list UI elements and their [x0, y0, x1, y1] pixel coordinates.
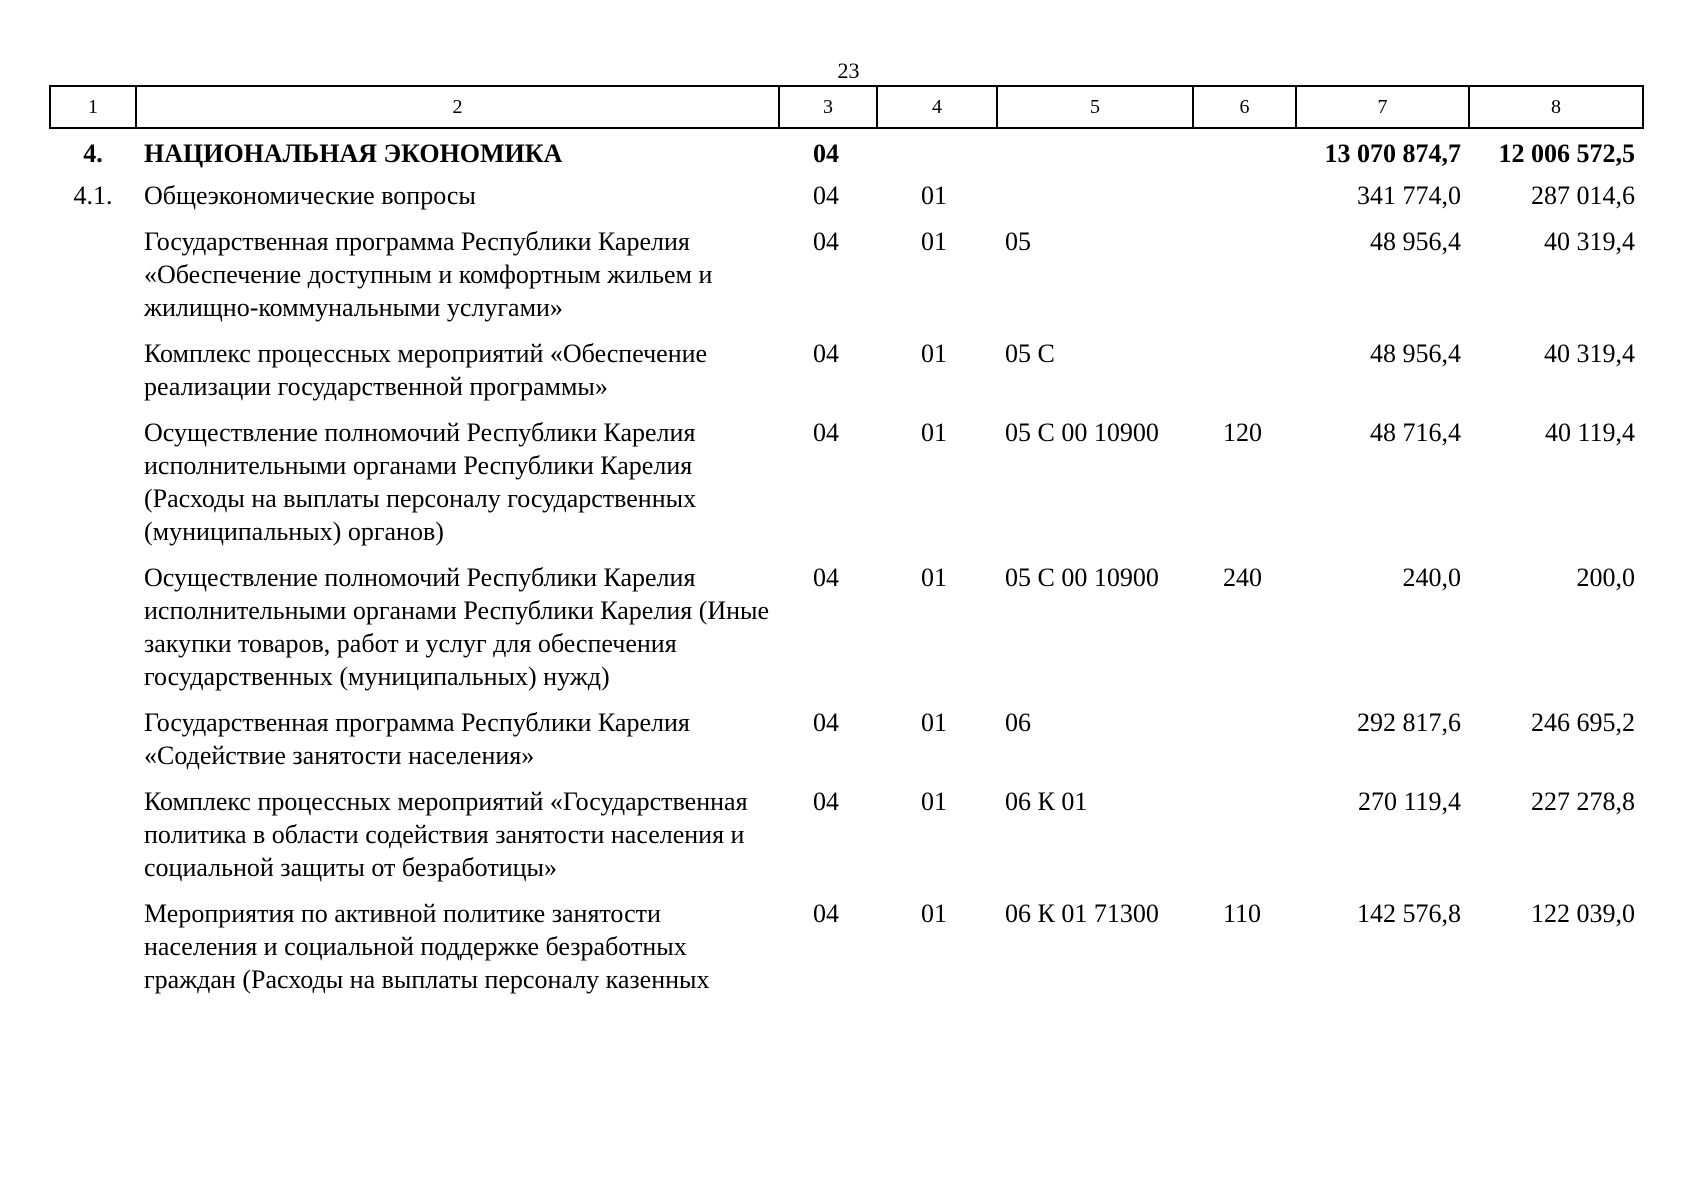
header-col-2: 2 [136, 86, 779, 128]
row-amount-col7: 341 774,0 [1357, 181, 1461, 210]
table-row [50, 416, 1643, 561]
row-target-article [997, 128, 1193, 178]
row-amount-col8: 287 014,6 [1531, 181, 1635, 210]
row-number [50, 416, 136, 561]
row-code-subsection: 01 [921, 339, 947, 368]
row-target-article: 06 К 01 71300 [1005, 899, 1159, 928]
row-number: 4. [83, 139, 103, 168]
budget-table [49, 85, 1644, 1009]
row-expense-type: 240 [1223, 563, 1262, 592]
row-code-section: 04 [813, 181, 839, 210]
row-code-section: 04 [813, 139, 839, 168]
table-row [50, 706, 1643, 785]
table-header [50, 86, 1643, 128]
row-amount-col8: 200,0 [1576, 563, 1635, 592]
row-name: НАЦИОНАЛЬНАЯ ЭКОНОМИКА [144, 139, 563, 168]
header-col-7: 7 [1296, 86, 1469, 128]
row-amount-col7: 13 070 874,7 [1324, 139, 1461, 168]
row-code-subsection: 01 [921, 181, 947, 210]
row-expense-type [1193, 337, 1296, 416]
row-number: 4.1. [73, 181, 113, 210]
row-expense-type [1193, 128, 1296, 178]
row-name: Государственная программа Республики Карелия «Обеспечение доступным и комфортным жильем и жилищно-коммунальными услугами» [144, 227, 713, 322]
row-amount-col7: 48 956,4 [1370, 339, 1461, 368]
page-number: 23 [837, 58, 860, 83]
row-name: Комплекс процессных мероприятий «Государственная политика в области содействия занятости населения и социальной защиты от безработицы» [144, 787, 748, 882]
row-expense-type [1193, 225, 1296, 337]
row-amount-col7: 292 817,6 [1357, 708, 1461, 737]
row-expense-type [1193, 706, 1296, 785]
row-name: Государственная программа Республики Карелия «Содействие занятости населения» [144, 708, 690, 770]
row-amount-col7: 48 956,4 [1370, 227, 1461, 256]
row-code-section: 04 [813, 339, 839, 368]
row-target-article: 06 [1005, 708, 1031, 737]
row-code-subsection: 01 [921, 563, 947, 592]
row-code-section: 04 [813, 787, 839, 816]
row-amount-col7: 240,0 [1402, 563, 1461, 592]
row-number [50, 897, 136, 1009]
row-amount-col7: 142 576,8 [1357, 899, 1461, 928]
row-code-subsection: 01 [921, 708, 947, 737]
header-col-8: 8 [1469, 86, 1643, 128]
row-amount-col8: 122 039,0 [1531, 899, 1635, 928]
table-row [50, 897, 1643, 1009]
header-col-6: 6 [1193, 86, 1296, 128]
row-name: Комплекс процессных мероприятий «Обеспечение реализации государственной программы» [144, 339, 708, 401]
row-amount-col7: 270 119,4 [1357, 787, 1461, 816]
table-body [50, 128, 1643, 1009]
row-code-section: 04 [813, 563, 839, 592]
table-row [50, 337, 1643, 416]
row-expense-type: 120 [1223, 418, 1262, 447]
row-name: Общеэкономические вопросы [144, 181, 476, 210]
row-amount-col8: 40 319,4 [1544, 339, 1635, 368]
table-row-section [50, 128, 1643, 178]
row-number [50, 706, 136, 785]
row-target-article [997, 178, 1193, 225]
row-number [50, 561, 136, 706]
row-amount-col8: 40 319,4 [1544, 227, 1635, 256]
row-expense-type [1193, 785, 1296, 897]
row-code-subsection: 01 [921, 418, 947, 447]
row-code-section: 04 [813, 708, 839, 737]
row-name: Осуществление полномочий Республики Карелия исполнительными органами Республики Карелия (Расходы на выплаты персоналу государственных (муниципальных) органов) [144, 418, 697, 546]
table-row [50, 225, 1643, 337]
row-number [50, 785, 136, 897]
row-amount-col8: 12 006 572,5 [1498, 139, 1635, 168]
header-col-5: 5 [997, 86, 1193, 128]
row-expense-type: 110 [1223, 899, 1262, 928]
row-code-subsection: 01 [921, 787, 947, 816]
row-number [50, 225, 136, 337]
row-code-section: 04 [813, 899, 839, 928]
row-amount-col8: 227 278,8 [1531, 787, 1635, 816]
row-target-article: 05 [1005, 227, 1031, 256]
row-code-subsection: 01 [921, 899, 947, 928]
row-expense-type [1193, 178, 1296, 225]
table-row [50, 561, 1643, 706]
header-row [50, 86, 1643, 128]
row-target-article: 06 К 01 [1005, 787, 1088, 816]
row-name: Мероприятия по активной политике занятости населения и социальной поддержке безработных граждан (Расходы на выплаты персоналу казенных [144, 899, 710, 994]
row-target-article: 05 С [1005, 339, 1055, 368]
row-amount-col7: 48 716,4 [1370, 418, 1461, 447]
row-target-article: 05 С 00 10900 [1005, 418, 1159, 447]
header-col-1: 1 [50, 86, 136, 128]
table-row [50, 785, 1643, 897]
row-amount-col8: 40 119,4 [1544, 418, 1635, 447]
row-code-subsection: 01 [921, 227, 947, 256]
row-number [50, 337, 136, 416]
table-row [50, 178, 1643, 225]
row-amount-col8: 246 695,2 [1531, 708, 1635, 737]
header-col-3: 3 [779, 86, 877, 128]
row-code-section: 04 [813, 227, 839, 256]
row-code-subsection [877, 128, 997, 178]
row-code-section: 04 [813, 418, 839, 447]
header-col-4: 4 [877, 86, 997, 128]
row-name: Осуществление полномочий Республики Карелия исполнительными органами Республики Карелия (Иные закупки товаров, работ и услуг для обеспечения государственных (муниципальных) нужд) [144, 563, 770, 691]
row-target-article: 05 С 00 10900 [1005, 563, 1159, 592]
